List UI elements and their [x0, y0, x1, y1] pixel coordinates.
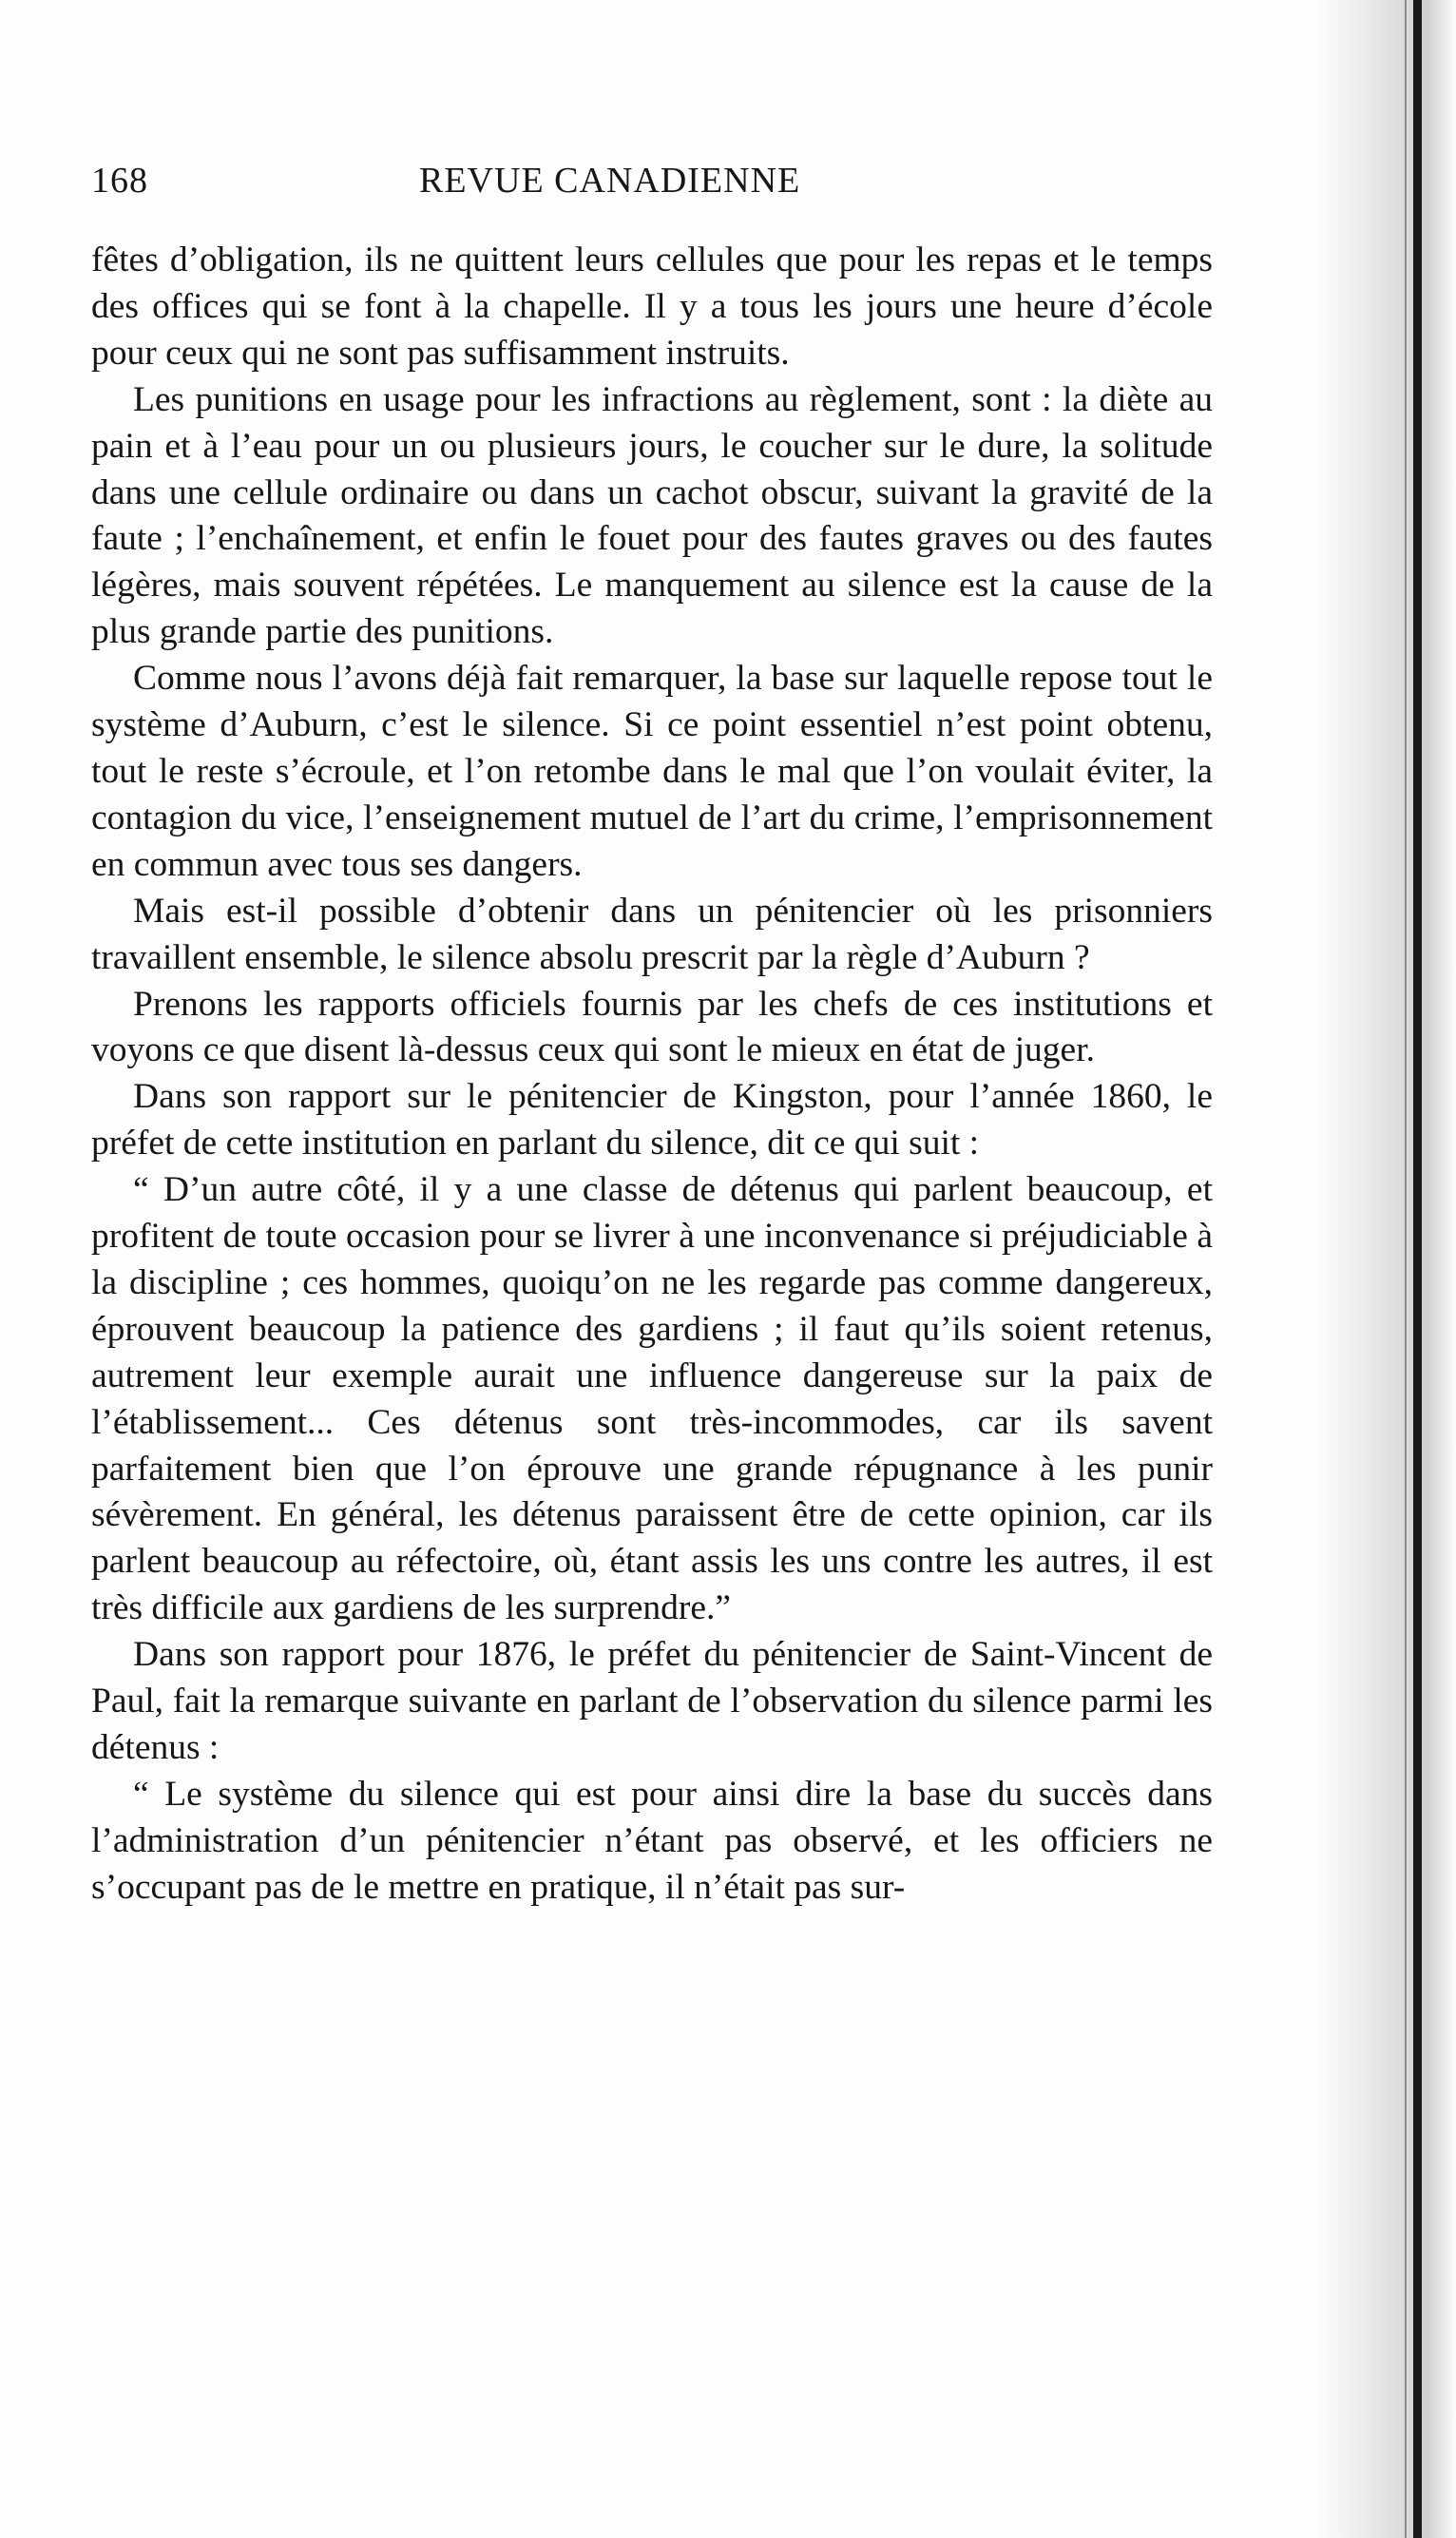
binding-edge-thin — [1405, 0, 1407, 2538]
paragraph-official-reports: Prenons les rapports officiels fournis par les chefs de ces institutions et voyons ce que disent là-dessus ceux qui sont le mieux en état de juger. — [91, 984, 1213, 1070]
quote-saint-vincent: “ Le système du silence qui est pour ainsi dire la base du succès dans l’administration d’un pénitencier n’étant pas observé, et les officiers ne s’occupant pas de le mettre en pratique, il n’était pas sur- — [91, 1774, 1213, 1907]
binding-edge — [1413, 0, 1422, 2538]
journal-title: REVUE CANADIENNE — [419, 161, 801, 201]
paragraph-continued: fêtes d’obligation, ils ne quittent leurs cellules que pour les repas et le temps des offices qui se font à la chapelle. Il y a tous les jours une heure d’école pour ceux qui ne sont pas suffisamment instruits. — [91, 240, 1213, 373]
binding-shadow — [1313, 0, 1456, 2538]
page-number: 168 — [91, 161, 148, 201]
body-text — [91, 238, 1213, 1912]
paragraph-saint-vincent-report: Dans son rapport pour 1876, le préfet du pénitencier de Saint-Vincent de Paul, fait la remarque suivante en parlant de l’observation du silence parmi les détenus : — [91, 1635, 1213, 1767]
paragraph-kingston-report: Dans son rapport sur le pénitencier de Kingston, pour l’année 1860, le préfet de cette institution en parlant du silence, dit ce qui suit : — [91, 1077, 1213, 1163]
paragraph-punishments: Les punitions en usage pour les infractions au règlement, sont : la diète au pain et à l’eau pour un ou plusieurs jours, le coucher sur le dure, la solitude dans une cellule ordinaire ou dans un cachot obscur, suivant la gravité de la faute ; l’enchaînement, et enfin le fouet pour des fautes graves ou des fautes légères, mais souvent répétées. Le manquement au silence est la cause de la plus grande partie des punitions. — [91, 379, 1213, 652]
quote-kingston: “ D’un autre côté, il y a une classe de détenus qui parlent beaucoup, et profitent de toute occasion pour se livrer à une inconvenance si préjudiciable à la discipline ; ces hommes, quoiqu’on ne les regarde pas comme dangereux, éprouvent beaucoup la patience des gardiens ; il faut qu’ils soient retenus, autrement leur exemple aurait une influence dangereuse sur la paix de l’établissement... Ces détenus sont très-incommodes, car ils savent parfaitement bien que l’on éprouve une grande répugnance à les punir sévèrement. En général, les détenus paraissent être de cette opinion, car ils parlent beaucoup au réfectoire, où, étant assis les uns contre les autres, il est très difficile aux gardiens de les surprendre.” — [91, 1170, 1213, 1628]
running-head — [91, 160, 1232, 217]
paragraph-question: Mais est-il possible d’obtenir dans un pénitencier où les prisonniers travaillent ensemble, le silence absolu prescrit par la règle d’Auburn ? — [91, 891, 1213, 977]
paragraph-auburn-silence: Comme nous l’avons déjà fait remarquer, la base sur laquelle repose tout le système d’Auburn, c’est le silence. Si ce point essentiel n’est point obtenu, tout le reste s’écroule, et l’on retombe dans le mal que l’on voulait éviter, la contagion du vice, l’enseignement mutuel de l’art du crime, l’emprisonnement en commun avec tous ses dangers. — [91, 659, 1213, 884]
